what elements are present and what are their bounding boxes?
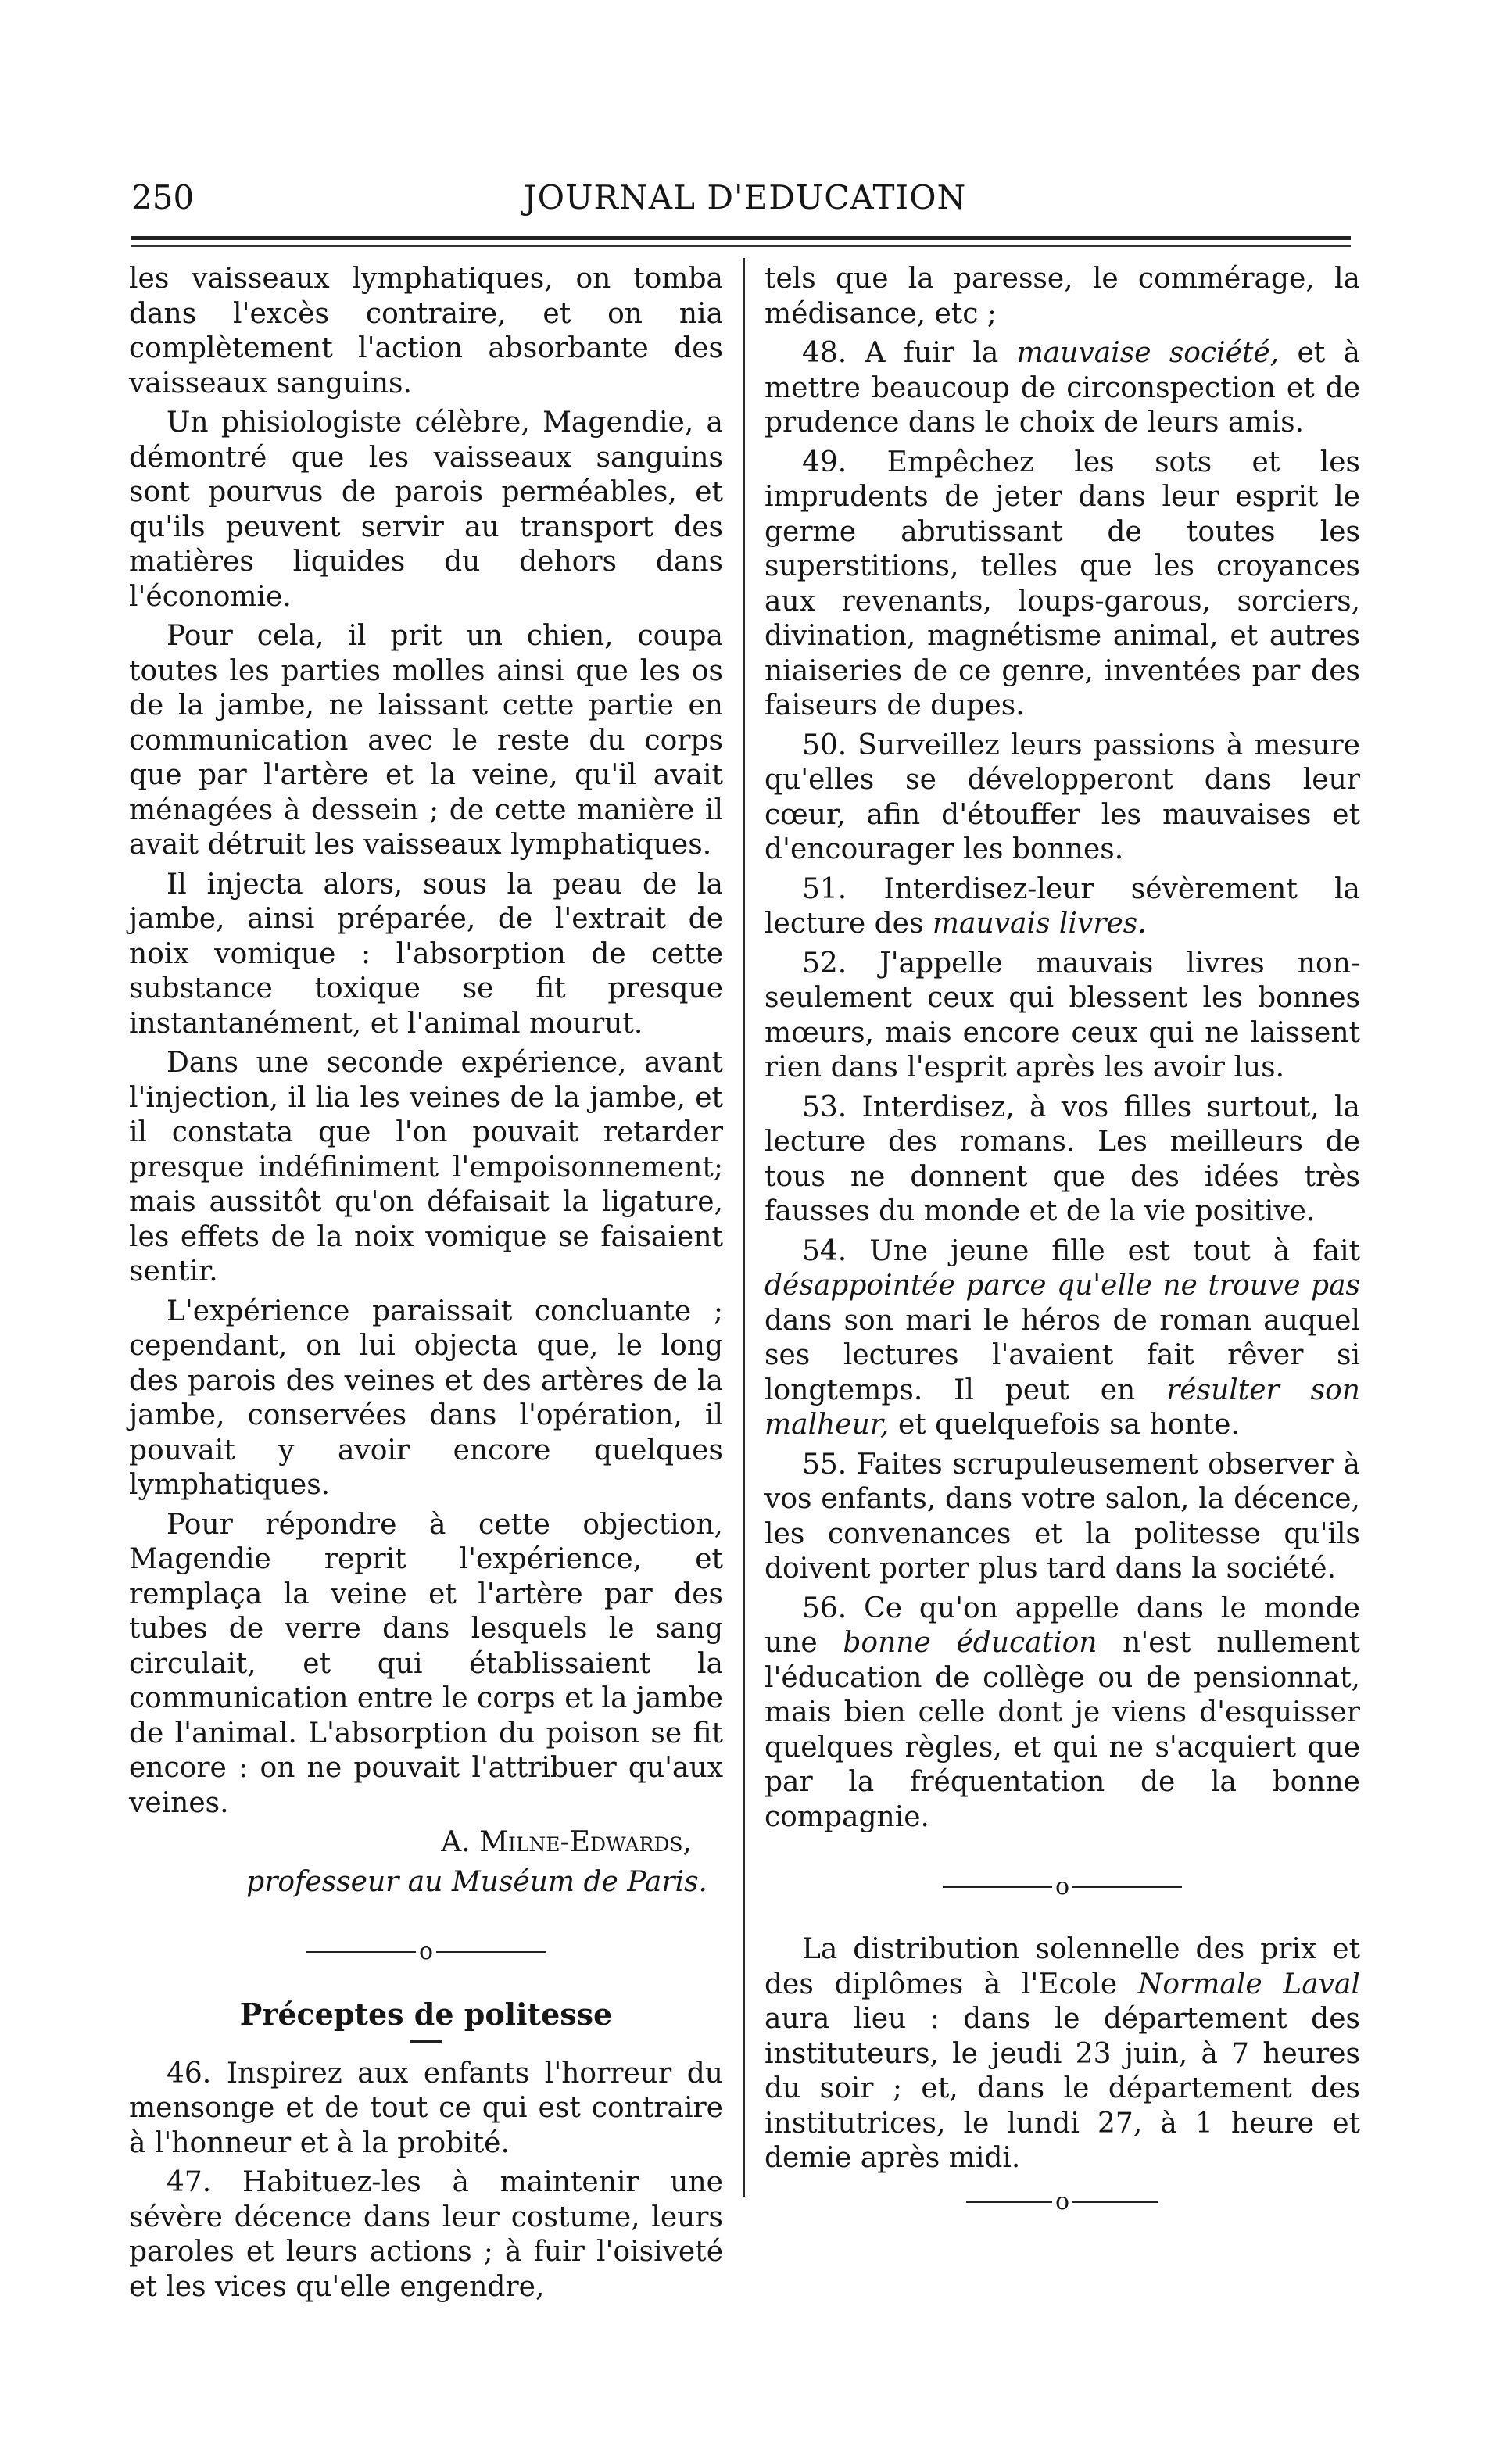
italic-run: bonne éducation <box>843 1627 1097 1659</box>
author-signature <box>129 1825 723 1861</box>
text-run: 56. Ce qu'on appelle dans le monde une <box>764 1592 1360 1659</box>
header-rule-thick <box>131 236 1351 240</box>
left-column <box>129 262 723 2309</box>
paragraph: Pour répondre à cette objection, Magendie reprit l'expérience, et remplaça la veine et l'artère par des tubes de verre dans lesquels le sang circulait, et qui établissaient la communication entre le corps et la jambe de l'animal. L'absorption du poison se fit encore : on ne pouvait l'attribuer qu'aux veines. <box>129 1508 723 1819</box>
header-rule-thin <box>131 245 1351 247</box>
page-header <box>131 178 1359 222</box>
paragraph: Pour cela, il prit un chien, coupa toutes les parties molles ainsi que les os de la jambe, ne laissant cette partie en communication avec le reste du corps que par l'artère et la veine, qu'il avait ménagées à dessein ; de cette manière il avait détruit les vaisseaux lymphatiques. <box>129 620 723 861</box>
precept-54 <box>764 1234 1360 1443</box>
precept-47-continued: tels que la paresse, le commérage, la médisance, etc ; <box>764 263 1360 330</box>
author-name: Milne-Edwards, <box>479 1826 692 1858</box>
precept-49: 49. Empêchez les sots et les imprudents de jeter dans leur esprit le germe abrutissant de toutes les superstitions, telles que les croyances aux revenants, loups-garous, sorciers, divination, magnétisme animal, et autres niaiseries de ce genre, inventées par des faiseurs de dupes. <box>764 446 1360 722</box>
separator-mark: o <box>1055 2187 1070 2215</box>
paragraph: les vaisseaux lymphatiques, on tomba dans l'excès contraire, et on nia complètement l'action absorbante des vaisseaux sanguins. <box>129 263 723 399</box>
precept-46: 46. Inspirez aux enfants l'horreur du mensonge et de tout ce qui est contraire à l'honneur et à la probité. <box>129 2057 723 2159</box>
italic-run: Normale Laval <box>1137 1968 1360 2000</box>
section-separator <box>764 2184 1360 2219</box>
section-title: Préceptes de politesse <box>239 1997 613 2032</box>
text-run: aura lieu : dans le département des instituteurs, le jeudi 23 juin, à 7 heures du soir ; et, dans le département des institutrices, le lundi 27, à 1 heure et demie après midi. <box>764 2003 1360 2175</box>
separator-mark: o <box>418 1937 434 1965</box>
italic-run: désappointée parce qu'elle ne trouve pas <box>764 1270 1360 1302</box>
precept-50: 50. Surveillez leurs passions à mesure qu'elles se développeront dans leur cœur, afin d'étouffer les mauvaises et d'encourager les bonnes. <box>764 729 1360 865</box>
italic-run: mauvaise société, <box>1016 337 1280 369</box>
paragraph: Il injecta alors, sous la peau de la jambe, ainsi préparée, de l'extrait de noix vomique : l'absorption de cette substance toxique se fit presque instantanément, et l'animal mourut. <box>129 868 723 1040</box>
text-run: 54. Une jeune fille est tout à fait <box>802 1234 1360 1267</box>
page-number: 250 <box>131 178 195 217</box>
text-run: et quelquefois sa honte. <box>889 1409 1240 1441</box>
running-title: JOURNAL D'EDUCATION <box>523 178 967 217</box>
text-run: et à mettre beaucoup de circonspection et de prudence dans le choix de leurs amis. <box>764 337 1361 439</box>
column-divider <box>743 258 745 2197</box>
text-run: 51. Interdisez-leur sévèrement la lecture des <box>764 872 1360 940</box>
title-rule <box>410 2040 442 2043</box>
paragraph: Un phisiologiste célèbre, Magendie, a démontré que les vaisseaux sanguins sont pourvus de parois perméables, et qu'ils peuvent servir au transport des matières liquides du dehors dans l'économie. <box>129 406 723 613</box>
text-run: La distribution solennelle des prix et des diplômes à l'Ecole <box>764 1933 1360 2000</box>
author-title: professeur au Muséum de Paris. <box>246 1865 707 1898</box>
precept-55: 55. Faites scrupuleusement observer à vos enfants, dans votre salon, la décence, les convenances et la politesse qu'ils doivent porter plus tard dans la société. <box>764 1448 1360 1585</box>
italic-run: mauvais livres. <box>932 908 1147 940</box>
separator-mark: o <box>1055 1872 1070 1900</box>
precept-48 <box>764 336 1360 441</box>
precept-56 <box>764 1592 1360 1835</box>
section-separator <box>764 1869 1360 1904</box>
precept-51 <box>764 872 1360 942</box>
paragraph: Dans une seconde expérience, avant l'injection, il lia les veines de la jambe, et il constata que l'on pouvait retarder presque indéfiniment l'empoisonnement; mais aussitôt qu'on défaisait la ligature, les effets de la noix vomique se faisaient sentir. <box>129 1047 723 1288</box>
precept-53: 53. Interdisez, à vos filles surtout, la lecture des romans. Les meilleurs de tous ne donnent que des idées très fausses du monde et de la vie positive. <box>764 1091 1360 1227</box>
right-column <box>764 262 1360 2247</box>
precept-52: 52. J'appelle mauvais livres non-seulement ceux qui blessent les bonnes mœurs, mais encore ceux qui ne laissent rien dans l'esprit après les avoir lus. <box>764 947 1360 1083</box>
section-separator <box>129 1934 723 1969</box>
precept-47: 47. Habituez-les à maintenir une sévère décence dans leur costume, leurs paroles et leurs actions ; à fuir l'oisiveté et les vices qu'elle engendre, <box>129 2166 723 2303</box>
italic-run: résulter son malheur, <box>764 1373 1360 1441</box>
paragraph: L'expérience paraissait concluante ; cependant, on lui objecta que, le long des parois des veines et des artères de la jambe, conservées dans l'opération, il pouvait y avoir encore quelques lymphatiques. <box>129 1295 723 1501</box>
text-run: n'est nullement l'éducation de collège ou de pensionnat, mais bien celle dont je viens d'esquisser quelques règles, et qui ne s'acquiert que par la fréquentation de la bonne compagnie. <box>764 1627 1360 1833</box>
text-run: 48. A fuir la <box>802 337 1017 369</box>
text-run: dans son mari le héros de roman auquel ses lectures l'avaient fait rêver si longtemps. Il peut en <box>764 1304 1360 1406</box>
author-initial: A. <box>441 1826 480 1858</box>
announcement <box>764 1932 1360 2176</box>
